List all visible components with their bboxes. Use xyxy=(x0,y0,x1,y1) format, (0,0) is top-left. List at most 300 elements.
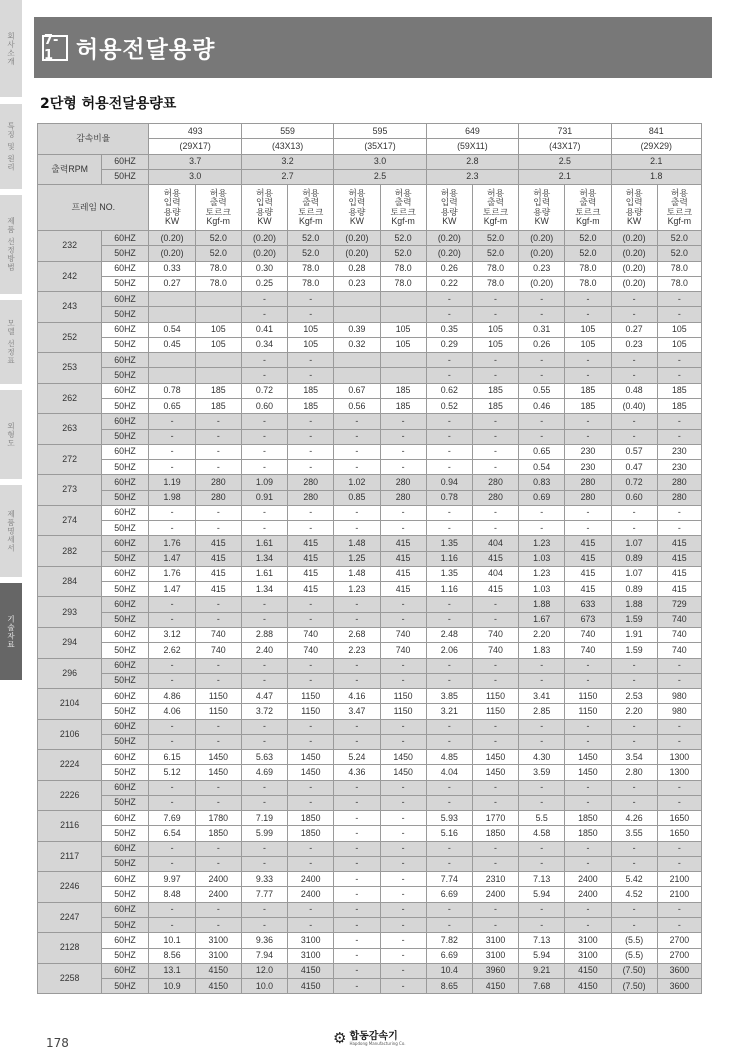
torque-cell: - xyxy=(657,918,701,933)
rpm-cell: 2.5 xyxy=(519,154,611,169)
hz-label: 50HZ xyxy=(102,734,149,749)
kw-cell: 0.69 xyxy=(519,490,565,505)
kw-cell: (5.5) xyxy=(611,933,657,948)
kw-cell: 5.94 xyxy=(519,887,565,902)
torque-cell: 1300 xyxy=(657,750,701,765)
torque-cell: 1300 xyxy=(657,765,701,780)
torque-cell: 3960 xyxy=(472,963,518,978)
side-tab[interactable] xyxy=(0,300,22,387)
kw-cell: 3.72 xyxy=(241,704,287,719)
kw-cell: 0.54 xyxy=(149,322,195,337)
kw-cell: 0.72 xyxy=(241,383,287,398)
torque-cell xyxy=(380,368,426,383)
kw-cell: 4.86 xyxy=(149,689,195,704)
hz-label: 60HZ xyxy=(102,872,149,887)
torque-cell: 1150 xyxy=(195,704,241,719)
torque-cell: 1850 xyxy=(565,826,611,841)
kw-cell: 0.85 xyxy=(334,490,380,505)
torque-cell: 3100 xyxy=(288,933,334,948)
torque-cell: 740 xyxy=(380,627,426,642)
torque-cell: - xyxy=(288,673,334,688)
torque-cell: - xyxy=(657,719,701,734)
kw-cell: - xyxy=(149,658,195,673)
kw-cell: 5.42 xyxy=(611,872,657,887)
torque-cell: 415 xyxy=(472,551,518,566)
kw-cell: 2.80 xyxy=(611,765,657,780)
kw-cell: 0.22 xyxy=(426,276,472,291)
kw-cell: - xyxy=(241,368,287,383)
torque-cell: 1150 xyxy=(288,689,334,704)
kw-cell: - xyxy=(149,734,195,749)
kw-cell: 5.16 xyxy=(426,826,472,841)
torque-cell: - xyxy=(380,612,426,627)
torque-cell: - xyxy=(288,368,334,383)
kw-cell: - xyxy=(611,368,657,383)
kw-cell: 1.16 xyxy=(426,582,472,597)
torque-cell: 1450 xyxy=(380,750,426,765)
torque-cell: 3100 xyxy=(288,948,334,963)
kw-cell: 2.20 xyxy=(611,704,657,719)
kw-cell: - xyxy=(241,612,287,627)
frame-label: 프레임 NO. xyxy=(38,185,149,231)
torque-cell: 52.0 xyxy=(472,246,518,261)
torque-cell: - xyxy=(565,429,611,444)
kw-cell: 2.23 xyxy=(334,643,380,658)
torque-cell: 280 xyxy=(657,475,701,490)
torque-cell: 740 xyxy=(657,612,701,627)
hz-label: 60HZ xyxy=(102,566,149,581)
kw-cell: - xyxy=(149,460,195,475)
torque-cell: - xyxy=(288,521,334,536)
kw-cell: 1.16 xyxy=(426,551,472,566)
torque-cell xyxy=(195,292,241,307)
kw-cell: 1.09 xyxy=(241,475,287,490)
table-row xyxy=(38,551,702,566)
torque-cell: 3100 xyxy=(472,948,518,963)
kw-cell: - xyxy=(426,902,472,917)
torque-cell: 185 xyxy=(657,383,701,398)
torque-cell: 4150 xyxy=(472,979,518,994)
kw-cell: - xyxy=(334,658,380,673)
torque-cell: - xyxy=(472,841,518,856)
kw-cell: (0.20) xyxy=(519,231,565,246)
kw-cell: - xyxy=(241,780,287,795)
kw-cell: - xyxy=(334,887,380,902)
kw-cell: 2.68 xyxy=(334,627,380,642)
table-row xyxy=(38,795,702,810)
torque-cell: - xyxy=(195,841,241,856)
torque-cell: - xyxy=(380,887,426,902)
hz-label: 50HZ xyxy=(102,276,149,291)
torque-cell: 729 xyxy=(657,597,701,612)
torque-cell: 1450 xyxy=(195,765,241,780)
kw-cell: 6.69 xyxy=(426,887,472,902)
hz-label: 60HZ xyxy=(102,353,149,368)
torque-cell: - xyxy=(288,307,334,322)
torque-cell: 1150 xyxy=(288,704,334,719)
kw-cell: (5.5) xyxy=(611,948,657,963)
torque-cell: 185 xyxy=(565,383,611,398)
torque-cell: 2100 xyxy=(657,872,701,887)
kw-cell xyxy=(149,353,195,368)
kw-cell: 2.48 xyxy=(426,627,472,642)
hz-label: 60HZ xyxy=(102,841,149,856)
torque-cell: - xyxy=(472,292,518,307)
torque-cell: - xyxy=(657,429,701,444)
kw-cell xyxy=(149,307,195,322)
torque-cell xyxy=(195,353,241,368)
kw-cell: - xyxy=(519,856,565,871)
kw-cell: 1.98 xyxy=(149,490,195,505)
torque-cell: - xyxy=(657,368,701,383)
kw-cell: 0.26 xyxy=(426,261,472,276)
table-row xyxy=(38,872,702,887)
hz-label: 50HZ xyxy=(102,337,149,352)
kw-cell: (0.20) xyxy=(519,276,565,291)
torque-cell: 415 xyxy=(380,551,426,566)
torque-cell: 4150 xyxy=(195,963,241,978)
torque-cell: 415 xyxy=(195,536,241,551)
torque-cell: - xyxy=(380,795,426,810)
torque-cell: - xyxy=(472,918,518,933)
side-tab[interactable] xyxy=(0,485,22,580)
torque-cell: 230 xyxy=(565,460,611,475)
table-row xyxy=(38,856,702,871)
kw-cell: - xyxy=(241,856,287,871)
torque-cell: 280 xyxy=(657,490,701,505)
kw-cell: 0.47 xyxy=(611,460,657,475)
torque-cell: 1150 xyxy=(472,689,518,704)
kw-cell xyxy=(334,292,380,307)
torque-cell: 2400 xyxy=(472,887,518,902)
torque-cell: 740 xyxy=(565,643,611,658)
torque-cell: - xyxy=(657,902,701,917)
kw-cell: (7.50) xyxy=(611,963,657,978)
frame-cell: 296 xyxy=(38,658,102,689)
kw-cell xyxy=(334,368,380,383)
hz-label: 50HZ xyxy=(102,551,149,566)
torque-cell: - xyxy=(288,841,334,856)
table-row xyxy=(38,658,702,673)
torque-cell: - xyxy=(657,856,701,871)
kw-cell: - xyxy=(241,292,287,307)
kw-cell: 4.04 xyxy=(426,765,472,780)
torque-cell: - xyxy=(288,719,334,734)
torque-cell: 78.0 xyxy=(472,261,518,276)
torque-cell: 1450 xyxy=(380,765,426,780)
kw-cell: 0.67 xyxy=(334,383,380,398)
table-row xyxy=(38,765,702,780)
torque-cell xyxy=(195,307,241,322)
table-row xyxy=(38,383,702,398)
kw-cell: 0.55 xyxy=(519,383,565,398)
hz-label: 60HZ xyxy=(102,292,149,307)
side-tab[interactable] xyxy=(0,104,22,192)
kw-cell: - xyxy=(149,902,195,917)
torque-cell: 1150 xyxy=(195,689,241,704)
kw-header: 허용 입력 용량 KW xyxy=(519,185,565,231)
kw-cell: 3.21 xyxy=(426,704,472,719)
kw-cell: 0.31 xyxy=(519,322,565,337)
kw-cell: - xyxy=(149,597,195,612)
torque-header: 허용 출력 토르크 Kgf-m xyxy=(657,185,701,231)
torque-cell: 280 xyxy=(380,475,426,490)
kw-cell: 4.52 xyxy=(611,887,657,902)
kw-cell: - xyxy=(519,795,565,810)
side-tab-label: 제품명세서 xyxy=(6,509,16,553)
kw-cell: 1.59 xyxy=(611,643,657,658)
table-row xyxy=(38,368,702,383)
table-row xyxy=(38,673,702,688)
kw-cell: - xyxy=(334,826,380,841)
kw-header: 허용 입력 용량 KW xyxy=(334,185,380,231)
torque-cell: - xyxy=(195,658,241,673)
teeth-cell: (59X11) xyxy=(426,139,518,154)
table-row xyxy=(38,582,702,597)
hz-label: 50HZ xyxy=(102,795,149,810)
kw-cell: 12.0 xyxy=(241,963,287,978)
torque-cell: 980 xyxy=(657,704,701,719)
hz-label: 50HZ xyxy=(102,398,149,413)
torque-cell: - xyxy=(472,658,518,673)
rpm-cell: 2.5 xyxy=(334,169,426,184)
kw-cell: - xyxy=(149,673,195,688)
kw-cell xyxy=(149,368,195,383)
kw-cell: - xyxy=(426,444,472,459)
torque-header: 허용 출력 토르크 Kgf-m xyxy=(472,185,518,231)
teeth-cell: (35X17) xyxy=(334,139,426,154)
hz-label: 60HZ xyxy=(102,383,149,398)
frame-cell: 2116 xyxy=(38,811,102,842)
torque-cell: - xyxy=(288,795,334,810)
kw-cell: 4.36 xyxy=(334,765,380,780)
brand-subtitle: Hapdong Manufacturing Co. xyxy=(349,1040,406,1046)
torque-cell: - xyxy=(288,658,334,673)
torque-cell: - xyxy=(380,918,426,933)
frame-cell: 2117 xyxy=(38,841,102,872)
torque-cell: - xyxy=(380,429,426,444)
kw-cell: 5.93 xyxy=(426,811,472,826)
table-row xyxy=(38,780,702,795)
kw-cell: 0.60 xyxy=(241,398,287,413)
kw-cell: - xyxy=(149,444,195,459)
kw-cell: - xyxy=(519,658,565,673)
kw-cell: - xyxy=(334,505,380,520)
brand-logo xyxy=(333,1031,405,1046)
kw-cell: (7.50) xyxy=(611,979,657,994)
table-row xyxy=(38,979,702,994)
torque-cell: 78.0 xyxy=(472,276,518,291)
kw-cell: 0.39 xyxy=(334,322,380,337)
kw-cell: - xyxy=(334,780,380,795)
torque-cell: - xyxy=(472,795,518,810)
hz-label: 60HZ xyxy=(102,322,149,337)
hz-label: 60HZ xyxy=(102,689,149,704)
hz-label: 50HZ xyxy=(102,704,149,719)
kw-cell: 7.77 xyxy=(241,887,287,902)
table-row xyxy=(38,292,702,307)
kw-cell: 0.41 xyxy=(241,322,287,337)
kw-cell: - xyxy=(611,795,657,810)
kw-cell: 9.36 xyxy=(241,933,287,948)
torque-cell: - xyxy=(565,505,611,520)
kw-cell: 0.32 xyxy=(334,337,380,352)
kw-cell: (0.20) xyxy=(426,231,472,246)
torque-cell: 185 xyxy=(195,383,241,398)
torque-cell: - xyxy=(472,414,518,429)
hz-label: 60HZ xyxy=(102,414,149,429)
kw-cell: 9.33 xyxy=(241,872,287,887)
table-row xyxy=(38,841,702,856)
kw-cell: - xyxy=(149,795,195,810)
hz-label: 50HZ xyxy=(102,765,149,780)
torque-cell: 415 xyxy=(565,551,611,566)
hz-label: 50HZ xyxy=(102,368,149,383)
torque-cell: 280 xyxy=(472,475,518,490)
kw-cell: (0.20) xyxy=(519,246,565,261)
kw-cell: - xyxy=(149,841,195,856)
kw-cell: - xyxy=(334,414,380,429)
rpm-label: 출력RPM xyxy=(38,154,102,185)
torque-cell: 78.0 xyxy=(195,276,241,291)
hz-label: 60HZ xyxy=(102,444,149,459)
table-row xyxy=(38,261,702,276)
kw-cell: - xyxy=(519,719,565,734)
hz-label: 50HZ xyxy=(102,979,149,994)
torque-cell: 280 xyxy=(565,490,611,505)
kw-cell: 7.82 xyxy=(426,933,472,948)
torque-cell: 2400 xyxy=(195,872,241,887)
torque-cell: - xyxy=(565,658,611,673)
frame-cell: 2224 xyxy=(38,750,102,781)
torque-cell: 415 xyxy=(288,582,334,597)
kw-cell: 1.02 xyxy=(334,475,380,490)
torque-cell: - xyxy=(380,948,426,963)
torque-cell: 78.0 xyxy=(657,261,701,276)
table-row xyxy=(38,246,702,261)
kw-cell: 1.47 xyxy=(149,551,195,566)
torque-cell: 404 xyxy=(472,566,518,581)
side-tab-label: 기술자료 xyxy=(6,614,16,649)
torque-cell: - xyxy=(472,612,518,627)
side-tab-label: 외형도 xyxy=(6,421,16,448)
frame-cell: 2104 xyxy=(38,689,102,720)
torque-cell: 3100 xyxy=(195,933,241,948)
kw-cell: - xyxy=(334,444,380,459)
torque-cell: 78.0 xyxy=(657,276,701,291)
torque-cell: - xyxy=(380,597,426,612)
torque-cell: 740 xyxy=(380,643,426,658)
torque-cell: 415 xyxy=(380,582,426,597)
hz-label: 60HZ xyxy=(102,902,149,917)
kw-cell: 0.91 xyxy=(241,490,287,505)
hz-label: 60HZ xyxy=(102,811,149,826)
kw-cell: 10.9 xyxy=(149,979,195,994)
torque-cell: 2400 xyxy=(565,887,611,902)
kw-cell: 1.23 xyxy=(334,582,380,597)
kw-cell: 1.07 xyxy=(611,536,657,551)
torque-cell: 404 xyxy=(472,536,518,551)
torque-cell: - xyxy=(195,673,241,688)
torque-cell: 78.0 xyxy=(380,276,426,291)
kw-cell: 0.89 xyxy=(611,551,657,566)
kw-cell: 10.4 xyxy=(426,963,472,978)
table-row xyxy=(38,643,702,658)
kw-cell: - xyxy=(334,719,380,734)
torque-cell: 740 xyxy=(195,627,241,642)
torque-cell: 740 xyxy=(657,643,701,658)
table-row xyxy=(38,536,702,551)
torque-header: 허용 출력 토르크 Kgf-m xyxy=(195,185,241,231)
kw-cell: - xyxy=(519,734,565,749)
kw-cell: - xyxy=(241,414,287,429)
kw-cell: - xyxy=(519,918,565,933)
frame-cell: 293 xyxy=(38,597,102,628)
kw-cell: 0.27 xyxy=(611,322,657,337)
side-tab[interactable] xyxy=(0,0,22,100)
table-row xyxy=(38,353,702,368)
torque-cell: - xyxy=(288,505,334,520)
kw-cell: - xyxy=(519,414,565,429)
kw-cell: 3.12 xyxy=(149,627,195,642)
torque-cell: 185 xyxy=(288,383,334,398)
kw-cell: - xyxy=(426,734,472,749)
kw-cell: 0.57 xyxy=(611,444,657,459)
torque-cell: - xyxy=(565,353,611,368)
kw-cell: (0.20) xyxy=(611,261,657,276)
hz-label: 60HZ xyxy=(102,154,149,169)
kw-cell xyxy=(334,307,380,322)
torque-cell: - xyxy=(657,780,701,795)
table-row xyxy=(38,948,702,963)
torque-cell: 3600 xyxy=(657,979,701,994)
kw-cell: - xyxy=(149,429,195,444)
torque-cell: 3100 xyxy=(565,948,611,963)
kw-cell: 0.83 xyxy=(519,475,565,490)
table-row xyxy=(38,505,702,520)
torque-cell: 415 xyxy=(657,566,701,581)
kw-cell: 0.45 xyxy=(149,337,195,352)
rpm-cell: 3.0 xyxy=(149,169,241,184)
hz-label: 50HZ xyxy=(102,429,149,444)
torque-cell: - xyxy=(657,734,701,749)
hz-label: 50HZ xyxy=(102,460,149,475)
side-tab[interactable] xyxy=(0,390,22,482)
side-tab[interactable] xyxy=(0,195,22,297)
torque-cell: - xyxy=(657,841,701,856)
kw-cell: - xyxy=(241,505,287,520)
torque-cell: 415 xyxy=(380,536,426,551)
torque-cell: - xyxy=(380,460,426,475)
hz-label: 60HZ xyxy=(102,963,149,978)
torque-cell: 1850 xyxy=(472,826,518,841)
torque-cell: 415 xyxy=(288,536,334,551)
hz-label: 50HZ xyxy=(102,169,149,184)
torque-cell: 185 xyxy=(472,383,518,398)
frame-cell: 294 xyxy=(38,627,102,658)
side-tab[interactable] xyxy=(0,583,22,683)
torque-cell: 78.0 xyxy=(195,261,241,276)
torque-cell: 52.0 xyxy=(657,246,701,261)
kw-cell: 3.55 xyxy=(611,826,657,841)
page-title: 허용전달용량 xyxy=(76,37,216,63)
torque-cell: - xyxy=(195,719,241,734)
kw-cell: 0.30 xyxy=(241,261,287,276)
kw-cell: - xyxy=(241,521,287,536)
kw-cell: - xyxy=(426,856,472,871)
table-row xyxy=(38,398,702,413)
torque-cell: - xyxy=(657,505,701,520)
